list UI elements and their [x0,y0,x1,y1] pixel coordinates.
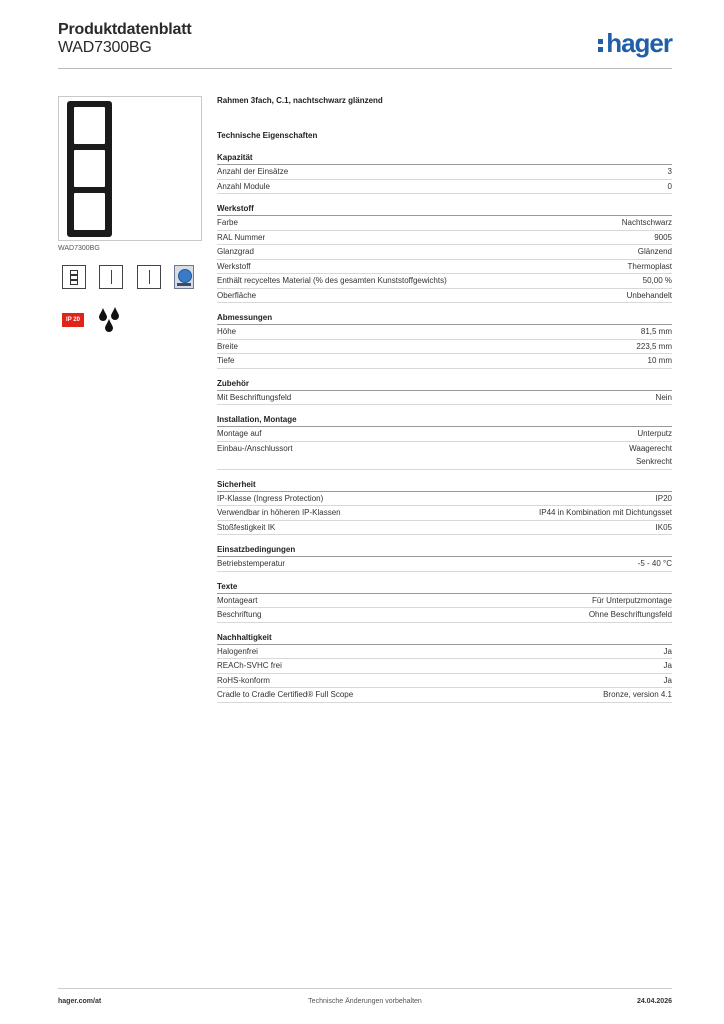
header-divider [58,68,672,69]
spec-value [664,674,672,688]
spec-sections [217,152,672,703]
spec-value [637,427,672,441]
spec-section [217,152,672,194]
footer-notice: Technische Änderungen vorbehalten [308,998,422,1005]
spec-key: Anzahl der Einsätze [217,167,289,176]
spec-key: Breite [217,341,238,351]
spec-key: Werkstoff [217,261,251,271]
spec-value-line: Senkrecht [635,457,672,466]
spec-value-line: Ja [663,661,672,670]
spec-value-line: -5 - 40 °C [637,559,672,568]
spec-key: Tiefe [217,356,235,365]
spec-key: Betriebstemperatur [217,559,286,568]
spec-value [628,260,672,274]
spec-row [217,289,672,304]
product-image [58,96,202,241]
document-subtitle: WAD7300BG [58,39,152,56]
vertical-mount-icon [99,265,123,289]
spec-value-line: 0 [667,181,672,191]
spec-row [217,492,672,507]
spec-section [217,378,672,406]
spec-value-line: Nachtschwarz [621,218,672,227]
section-title: Nachhaltigkeit [217,632,672,645]
spec-section [217,479,672,536]
spec-section [217,632,672,703]
tech-properties-heading: Technische Eigenschaften [217,131,318,140]
spec-value [664,659,672,673]
spec-section [217,581,672,623]
spec-row [217,557,672,572]
spec-key: REACh-SVHC frei [217,661,282,670]
section-title: Einsatzbedingungen [217,544,672,557]
spec-value-line: Waagerecht [629,443,672,453]
spec-value-line: Ja [663,646,672,656]
spec-row [217,216,672,231]
spec-row [217,427,672,442]
product-code-label: WAD7300BG [58,245,100,252]
eco-certificate-icon [174,265,194,289]
horizontal-mount-icon [137,265,161,289]
spec-value [539,506,672,520]
water-drops-icon [96,305,124,333]
section-title: Abmessungen [217,312,672,325]
spec-value [603,688,672,702]
spec-key: Enthält recyceltes Material (% des gesamten Kunststoffgewichts) [217,276,447,285]
spec-value-line: 223,5 mm [636,341,672,351]
spec-value [638,557,672,571]
footer-date: 24.04.2026 [636,998,672,1005]
spec-value [656,521,672,535]
section-title: Sicherheit [217,479,672,492]
spec-row [217,521,672,536]
spec-value-line: Ja [663,675,672,685]
spec-value [629,442,672,469]
spec-key: Montageart [217,595,258,605]
spec-key: Halogenfrei [217,646,258,656]
spec-key: Oberfläche [217,290,257,300]
spec-value-line: Nein [655,392,672,402]
spec-key: IP-Klasse (Ingress Protection) [217,493,324,503]
spec-section [217,414,672,470]
spec-row [217,354,672,369]
spec-key: Farbe [217,218,238,227]
spec-value [648,354,672,368]
spec-value-line: 81,5 mm [640,327,672,336]
section-title: Zubehör [217,378,672,391]
spec-key: Beschriftung [217,610,262,619]
spec-value-line: Unbehandelt [626,290,672,300]
spec-value [638,245,672,259]
spec-value [641,325,672,339]
spec-key: RoHS-konform [217,675,270,685]
ip-rating-icon: IP 20 [62,313,84,327]
spec-row [217,594,672,609]
spec-row [217,688,672,703]
spec-value-line: 9005 [654,232,672,242]
spec-row [217,608,672,623]
spec-row [217,442,672,470]
spec-value-line: 3 [667,167,672,176]
footer-website: hager.com/at [58,998,102,1005]
spec-key: RAL Nummer [217,232,266,242]
spec-section [217,544,672,572]
spec-row [217,325,672,340]
spec-section [217,312,672,369]
spec-row [217,231,672,246]
specification-area [217,96,672,712]
spec-value [627,289,672,303]
section-title: Texte [217,581,672,594]
spec-row [217,245,672,260]
footer-divider [58,988,672,989]
spec-key: Einbau-/Anschlussort [217,443,293,453]
spec-row [217,645,672,660]
spec-value [656,492,672,506]
spec-key: Glanzgrad [217,247,254,256]
frame-3fach-image [67,101,112,237]
spec-value-line: Thermoplast [627,261,672,271]
spec-value-line: Glänzend [637,247,672,256]
hager-logo [598,28,672,59]
document-title: Produktdatenblatt [58,21,192,38]
spec-value-line: Für Unterputzmontage [591,595,672,605]
spec-key: Montage auf [217,429,262,438]
spec-value [656,391,672,405]
spec-value [622,216,672,230]
spec-value-line: 50,00 % [642,276,672,285]
spec-row [217,260,672,275]
spec-key: Cradle to Cradle Certified® Full Scope [217,690,354,699]
spec-key: Stoßfestigkeit IK [217,522,276,532]
section-title: Installation, Montage [217,414,672,427]
spec-row [217,165,672,180]
spec-value-line: IK05 [655,522,672,532]
module-layout-icon [62,265,86,289]
logo-text: hager [606,28,672,58]
section-title: Werkstoff [217,203,672,216]
spec-key: Anzahl Module [217,181,270,191]
spec-value [592,594,672,608]
spec-value-line: Bronze, version 4.1 [603,690,672,699]
spec-value-line: Unterputz [637,429,672,438]
spec-value [589,608,672,622]
spec-key: Höhe [217,327,237,336]
spec-section [217,203,672,303]
spec-value [654,231,672,245]
section-title: Kapazität [217,152,672,165]
logo-dots-icon [598,36,604,55]
spec-row [217,659,672,674]
spec-value [636,340,672,354]
spec-row [217,674,672,689]
spec-row [217,391,672,406]
spec-value-line: IP44 in Kombination mit Dichtungsset [539,508,672,517]
spec-value [668,180,672,194]
spec-row [217,340,672,355]
spec-value-line: 10 mm [647,356,672,365]
spec-value-line: Ohne Beschriftungsfeld [588,610,672,619]
spec-value [668,165,672,179]
spec-row [217,506,672,521]
spec-key: Mit Beschriftungsfeld [217,392,292,402]
spec-value [664,645,672,659]
product-headline: Rahmen 3fach, C.1, nachtschwarz glänzend [217,96,383,105]
spec-key: Verwendbar in höheren IP-Klassen [217,508,341,517]
spec-value [643,274,672,288]
spec-row [217,180,672,195]
spec-value-line: IP20 [655,493,672,503]
spec-row [217,274,672,289]
